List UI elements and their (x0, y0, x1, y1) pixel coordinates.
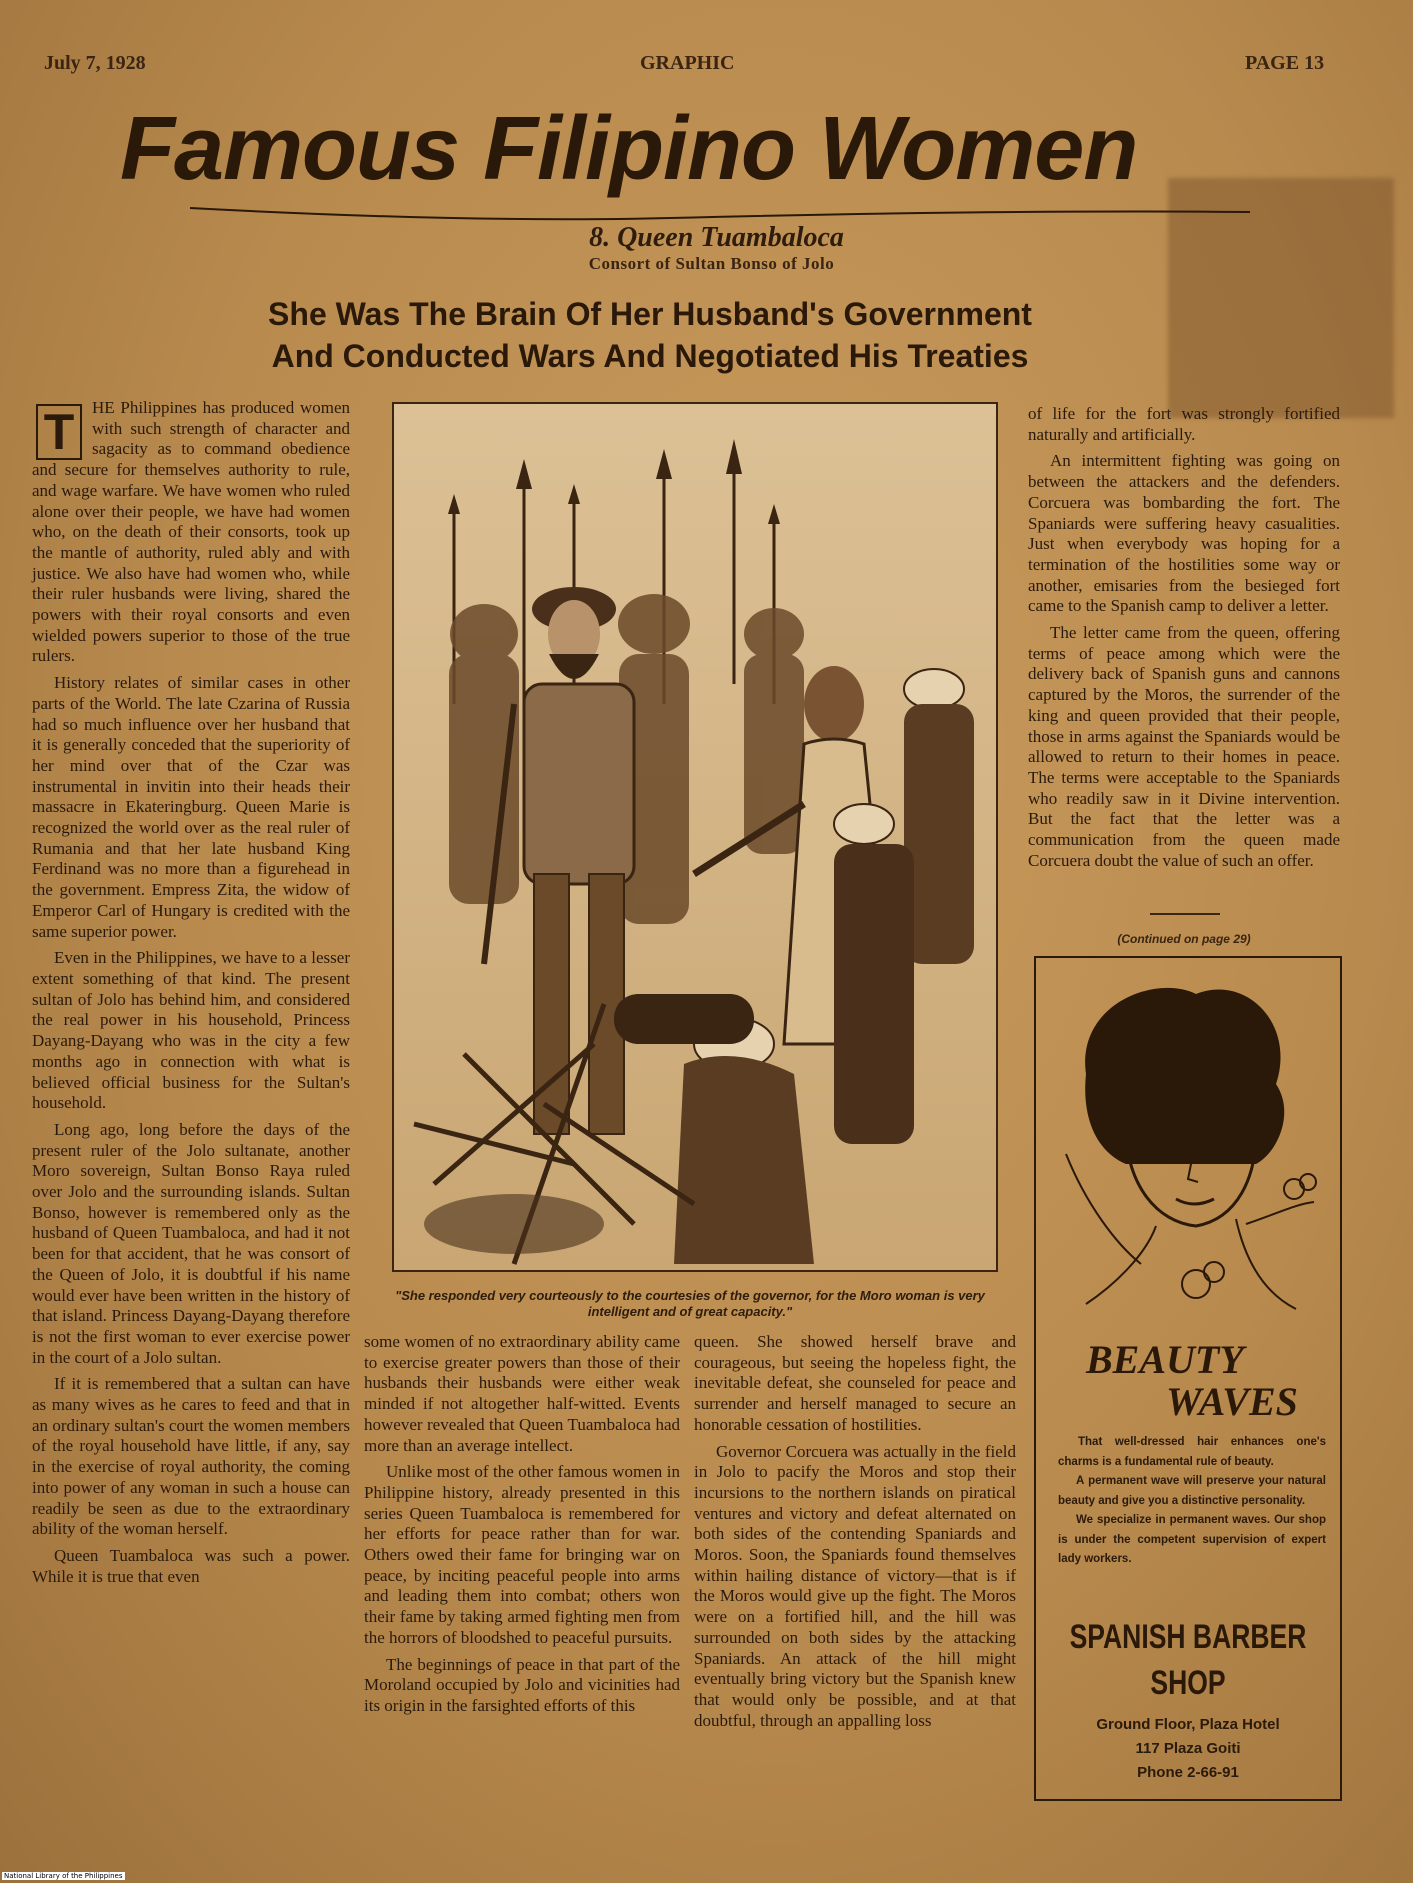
issue-date: July 7, 1928 (44, 52, 146, 74)
shop-name-line-2: SHOP (1150, 1664, 1226, 1702)
continued-rule (1150, 913, 1220, 915)
archive-credit: National Library of the Philippines (4, 1872, 123, 1880)
shop-name-line-1: SPANISH BARBER (1069, 1618, 1307, 1656)
beauty-waves-ad (1034, 956, 1342, 1801)
shop-phone: Phone 2-66-91 (1137, 1764, 1239, 1781)
illustration-caption: "She responded very courteously to the courtesies of the governor, for the Moro woman is very intelligent and of great capacity." (395, 1288, 985, 1319)
ad-title-waves: WAVES (1166, 1379, 1298, 1424)
paragraph: of life for the fort was strongly fortified naturally and artificially. (1028, 404, 1340, 444)
woman-portrait-sketch (1046, 964, 1334, 1344)
paragraph: T HE Philippines has produced women with such strength of character and sagacity as to command obedience and secure for themselves authority to rule, and wage warfare. We have women who ruled alone over their people, we have had women who, on the death of their consorts, took up the mantle of authority, ruled ably and with justice. We also have had women who, while their ruler husbands were living, shared the powers with their royal consorts and even wielded powers superior to those of the true rulers. (32, 398, 350, 666)
paragraph: queen. She showed herself brave and courageous, but seeing the hopeless fight, the inevitable defeat, she counseled for peace and surrender and herself managed to secure an honorable cessation of hostilities. (694, 1332, 1016, 1434)
paragraph: Even in the Philippines, we have to a lesser extent something of that kind. The present sultan of Jolo has behind him, and considered the real power in his household, Princess Dayang-Dayang who was in the city a few months ago in connection with what is believed official business for the Sultan's household. (32, 948, 350, 1113)
ad-body (1058, 1433, 1326, 1570)
article-column-4 (1028, 404, 1340, 877)
page-number: PAGE 13 (1245, 52, 1325, 74)
paragraph: The beginnings of peace in that part of the Moroland occupied by Jolo and vicinities had its origin in the farsighted efforts of this (364, 1654, 680, 1715)
paragraph: History relates of similar cases in other parts of the World. The late Czarina of Russia had so much influence over her husband that it is generally conceded that the superiority of her mind over that of the Czar was instrumental in invitin into their heads their massacre in Ekateringburg. Queen Marie is recognized the world over as the real ruler of Rumania and that her late husband King Ferdinand was no more than a figurehead in the government. Empress Zita, the widow of Emperor Carl of Hungary is credited with the same superior power. (32, 673, 350, 941)
shop-address-1: Ground Floor, Plaza Hotel (1096, 1716, 1280, 1733)
sketch-image (394, 404, 996, 1270)
publication-name: GRAPHIC (640, 52, 735, 74)
ad-title-beauty: BEAUTY (1086, 1337, 1244, 1382)
drop-cap: T (36, 404, 82, 460)
ad-paragraph: We specialize in permanent waves. Our shop is under the competent supervision of expert lady workers. (1058, 1514, 1326, 1565)
paragraph: some women of no extraordinary ability came to exercise greater powers than those of their husbands their husbands were either weak minded if not altogether half-witted. Events however revealed that Queen Tuambaloca had more than an average intellect. (364, 1332, 680, 1455)
headline-line-1: She Was The Brain Of Her Husband's Government (268, 296, 1032, 332)
article-column-3 (694, 1332, 1016, 1737)
continued-note: (Continued on page 29) (1117, 932, 1251, 946)
paragraph: Long ago, long before the days of the present ruler of the Jolo sultanate, another Moro sovereign, Sultan Bonso Raya ruled over Jolo and the surrounding islands. Sultan Bonso, however is remembered only as the husband of Queen Tuambaloca, and had it not been for that accident, that he was consort of the Queen of Jolo, it is doubtful if his name would ever have been written in the history of that island. Princess Dayang-Dayang therefore is not the first woman to ever exercise power in the court of a Jolo sultan. (32, 1119, 350, 1367)
paragraph: The letter came from the queen, offering terms of peace among which were the delivery back of Spanish guns and cannons captured by the Moros, the surrender of the king and queen provided that their people, those in arms against the Spaniards would be allowed to return to their homes in peace. The terms were acceptable to the Spaniards who readily saw in it Divine intervention. But the fact that the letter was a communication from the queen made Corcuera doubt the value of such an offer. (1028, 623, 1340, 870)
paragraph: Unlike most of the other famous women in Philippine history, already presented in this series Queen Tuambaloca is remembered for her efforts for peace rather than for war. Others owed their fame for bringing war on peace, by inciting peaceful people into arms and leading them into combat; others won their fame by taking armed fighting men from the horrors of bloodshed to peaceful pursuits. (364, 1462, 680, 1647)
article-byline: Consort of Sultan Bonso of Jolo (588, 254, 835, 273)
article-subtitle: 8. Queen Tuambaloca (589, 222, 844, 253)
article-column-2 (364, 1332, 680, 1723)
title-underline (190, 204, 1250, 222)
paragraph: Queen Tuambaloca was such a power. While it is true that even (32, 1545, 350, 1586)
article-illustration (392, 402, 998, 1272)
headline-line-2: And Conducted Wars And Negotiated His Treaties (271, 338, 1029, 374)
ad-paragraph: A permanent wave will preserve your natural beauty and give you a distinctive personality. (1058, 1475, 1326, 1507)
paragraph: Governor Corcuera was actually in the field in Jolo to pacify the Moros and stop their incursions to the northern islands on piratical ventures and victory and defeat alternated on both sides of the contending Spaniards and Moros. Soon, the Spaniards found themselves within hailing distance of victory—that is if the Moros would give up the fight. The Moros were on a fortified hill, and the hill was surrounded on both sides by the attacking Spaniards. An attack of the hill might eventually bring victory but the Spanish knew that would only be possible, and at that doubtful, through an appalling loss (694, 1441, 1016, 1730)
paragraph: If it is remembered that a sultan can have as many wives as he cares to feed and that in an ordinary sultan's court the women members of the royal household have little, if any, say in the exercise of royal authority, the coming into power of any woman in such a house can readily be seen as due to the extraordinary ability of the woman herself. (32, 1374, 350, 1539)
page-title: Famous Filipino Women (120, 99, 1138, 199)
article-column-1 (32, 398, 350, 1593)
paragraph: An intermittent fighting was going on between the attackers and the defenders. Corcuera was bombarding the fort. The Spaniards were suffering heavy casualities. Just when everybody was hoping for a termination of the hostilities some way or another, emisaries from the besieged fort came to the Spanish camp to deliver a letter. (1028, 451, 1340, 616)
ad-paragraph: That well-dressed hair enhances one's charms is a fundamental rule of beauty. (1058, 1436, 1326, 1468)
shop-address-2: 117 Plaza Goiti (1135, 1740, 1241, 1757)
